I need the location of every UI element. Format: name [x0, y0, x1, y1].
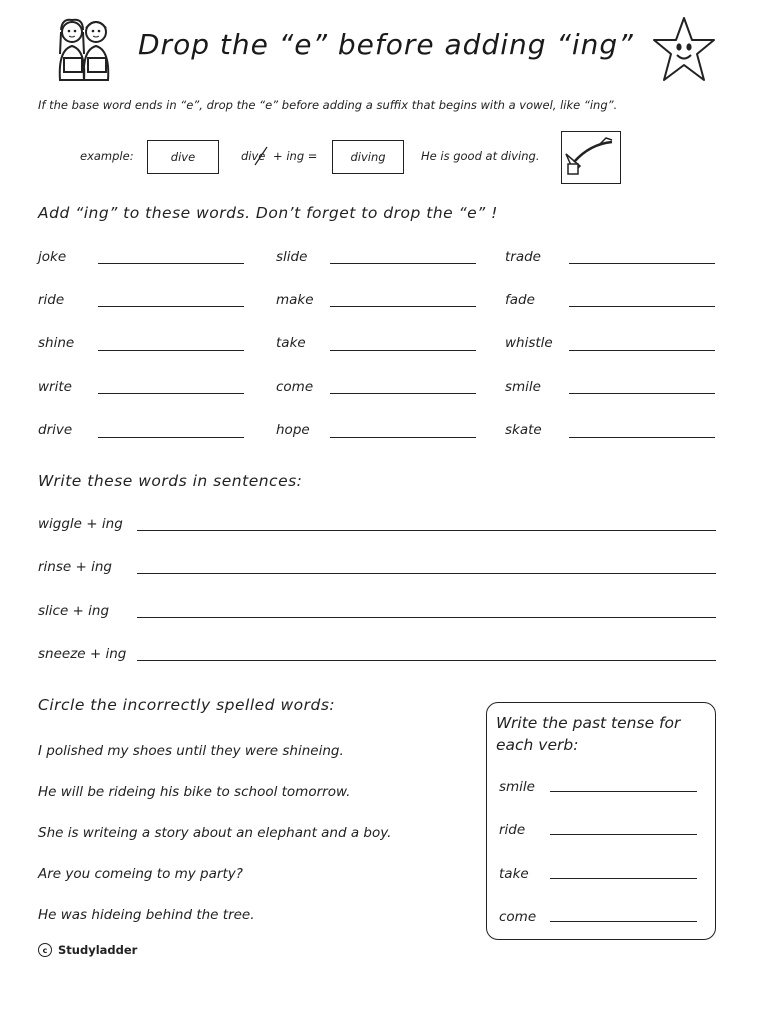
two-children-reading-icon: [52, 14, 116, 86]
past-tense-heading: Write the past tense for each verb:: [496, 714, 681, 754]
word-item: make: [276, 292, 314, 308]
section1-heading: Add “ing” to these words. Don’t forget to drop the “e” !: [38, 204, 498, 222]
answer-line[interactable]: [330, 393, 476, 394]
past-tense-line[interactable]: [550, 834, 697, 835]
sentence-line[interactable]: [137, 617, 716, 618]
misspelled-sentence[interactable]: He will be rideing his bike to school tomorrow.: [38, 784, 351, 800]
example-result-word: diving: [350, 150, 386, 164]
sentence-line[interactable]: [137, 660, 716, 661]
word-item: trade: [505, 249, 541, 265]
intro-rule: If the base word ends in “e”, drop the “e” before adding a suffix that begins with a vowel, like “ing”.: [38, 98, 618, 112]
word-item: joke: [38, 249, 67, 265]
word-item: hope: [276, 422, 310, 438]
answer-line[interactable]: [569, 437, 715, 438]
struck-word: dive: [241, 149, 266, 163]
example-base-word: dive: [170, 150, 196, 164]
answer-line[interactable]: [569, 263, 715, 264]
past-tense-panel: [486, 702, 716, 940]
brand-name: Studyladder: [58, 943, 138, 957]
answer-line[interactable]: [330, 263, 476, 264]
section3-heading: Circle the incorrectly spelled words:: [38, 696, 336, 714]
past-tense-line[interactable]: [550, 878, 697, 879]
misspelled-sentence[interactable]: I polished my shoes until they were shineing.: [38, 743, 344, 759]
misspelled-sentence[interactable]: He was hideing behind the tree.: [38, 907, 255, 923]
past-tense-verb: take: [499, 866, 529, 882]
example-base-box: [147, 140, 219, 174]
word-item: ride: [38, 292, 65, 308]
logo: [52, 14, 116, 86]
word-item: slide: [276, 249, 308, 265]
sentence-prompt: slice + ing: [38, 603, 110, 619]
misspelled-sentence[interactable]: She is writeing a story about an elephant and a boy.: [38, 825, 392, 841]
word-item: write: [38, 379, 72, 395]
answer-line[interactable]: [98, 393, 244, 394]
answer-line[interactable]: [569, 306, 715, 307]
sentence-line[interactable]: [137, 573, 716, 574]
example-label: example:: [80, 149, 134, 163]
example-result-box: [332, 140, 404, 174]
section2-heading: Write these words in sentences:: [38, 472, 303, 490]
word-item: take: [276, 335, 306, 351]
past-tense-line[interactable]: [550, 791, 697, 792]
example-picture: [561, 131, 621, 184]
answer-line[interactable]: [98, 437, 244, 438]
past-tense-line[interactable]: [550, 921, 697, 922]
answer-line[interactable]: [330, 437, 476, 438]
page-title: Drop the “e” before adding “ing”: [138, 28, 634, 61]
copyright-icon: c: [38, 943, 52, 957]
answer-line[interactable]: [98, 263, 244, 264]
past-tense-verb: ride: [499, 822, 526, 838]
diving-board-icon: [562, 132, 619, 182]
sentence-prompt: rinse + ing: [38, 559, 112, 575]
sentence-prompt: wiggle + ing: [38, 516, 123, 532]
word-item: skate: [505, 422, 542, 438]
smiling-star-icon: [650, 14, 718, 86]
word-item: fade: [505, 292, 535, 308]
example-operation: + ing =: [273, 149, 318, 163]
past-tense-verb: smile: [499, 779, 535, 795]
footer: [38, 943, 137, 957]
answer-line[interactable]: [330, 306, 476, 307]
sentence-prompt: sneeze + ing: [38, 646, 127, 662]
answer-line[interactable]: [569, 350, 715, 351]
word-item: come: [276, 379, 314, 395]
misspelled-sentence[interactable]: Are you comeing to my party?: [38, 866, 243, 882]
example-sentence: He is good at diving.: [421, 149, 540, 163]
star-decoration: [650, 14, 718, 86]
past-tense-verb: come: [499, 909, 537, 925]
example-struck: [241, 149, 317, 163]
word-item: whistle: [505, 335, 553, 351]
word-item: shine: [38, 335, 75, 351]
answer-line[interactable]: [569, 393, 715, 394]
word-item: smile: [505, 379, 541, 395]
word-item: drive: [38, 422, 73, 438]
answer-line[interactable]: [330, 350, 476, 351]
strike-mark-icon: [253, 145, 269, 167]
answer-line[interactable]: [98, 306, 244, 307]
answer-line[interactable]: [98, 350, 244, 351]
sentence-line[interactable]: [137, 530, 716, 531]
